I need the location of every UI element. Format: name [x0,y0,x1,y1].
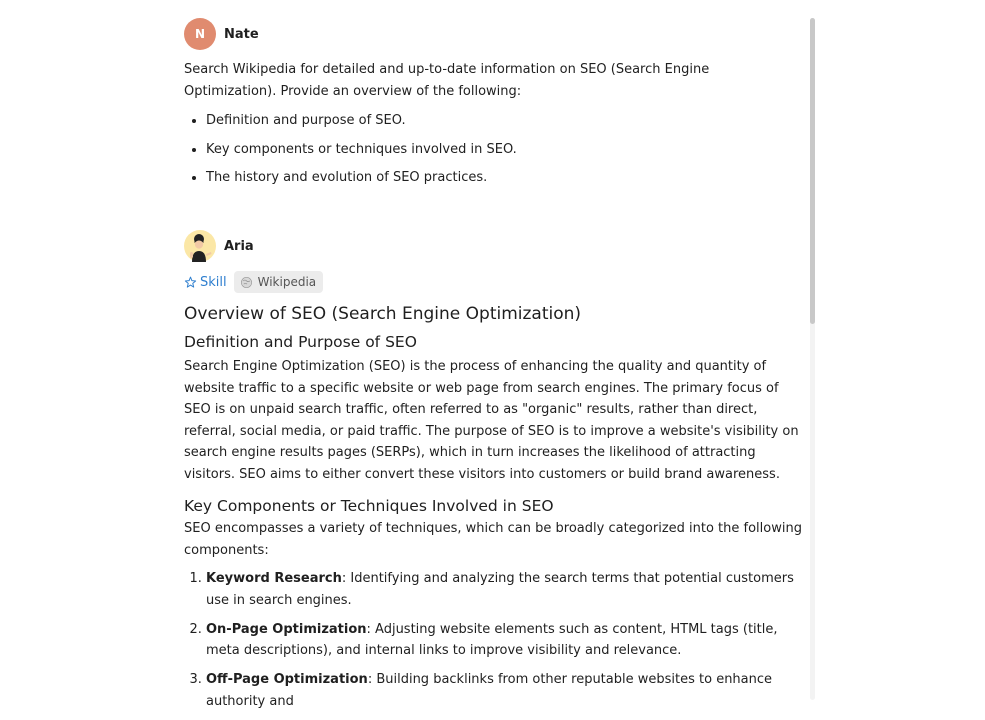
component-term: Keyword Research [206,571,342,586]
component-desc: : Building backlinks from other reputable websites to enhance authority and [206,672,773,709]
component-desc: : Adjusting website elements such as content, HTML tags (title, meta descriptions), and internal links to improve visibility and relevance. [206,621,778,658]
assistant-avatar [184,230,216,262]
components-list [184,568,802,712]
skill-tag[interactable] [184,275,227,290]
response-title: Overview of SEO (Search Engine Optimization) [184,304,582,324]
section-heading-components: Key Components or Techniques Involved in SEO [184,497,554,515]
assistant-message [184,230,802,720]
components-intro: SEO encompasses a variety of techniques, which can be broadly categorized into the following components: [184,521,802,558]
user-avatar [184,18,216,50]
list-item [206,619,802,662]
user-message-header [184,18,802,50]
assistant-sender-name: Aria [224,238,254,254]
list-item: • The history and evolution of SEO practices. [206,167,802,189]
component-term: Off-Page Optimization [206,672,368,687]
user-avatar-initial: N [194,27,206,41]
wikipedia-icon [240,276,253,289]
wikipedia-chip-label: Wikipedia [257,275,317,289]
list-item: • Key components or techniques involved in SEO. [206,139,802,161]
definition-paragraph: Search Engine Optimization (SEO) is the process of enhancing the quality and quantity of website traffic to a specific website or web page from search engines. The primary focus of SEO is on unpaid search traffic, often referred to as "organic" results, rather than direct, referral, social media, or paid traffic. The purpose of SEO is to improve a website's visibility on search engine results pages (SERPs), which in turn increases the likelihood of attracting visitors. SEO aims to either convert these visitors into customers or build brand awareness. [184,359,799,482]
user-message-text: Search Wikipedia for detailed and up-to-date information on SEO (Search Engine Optimization). Provide an overview of the following: [184,62,710,99]
assistant-message-header [184,230,802,262]
list-item [206,568,802,611]
chat-thread [184,0,802,709]
scrollbar[interactable] [810,18,815,700]
scrollbar-thumb[interactable] [810,18,815,324]
assistant-avatar-illustration [184,230,216,262]
list-item: • Definition and purpose of SEO. [206,110,802,132]
wikipedia-chip[interactable] [234,271,324,293]
list-item [206,669,802,712]
user-message [184,18,802,196]
user-sender-name: Nate [224,26,259,42]
component-term: On-Page Optimization [206,621,367,637]
skill-icon [184,276,197,289]
component-desc: : Identifying and analyzing the search terms that potential customers use in search engines. [206,571,794,608]
tool-tags [184,271,802,293]
section-heading-definition: Definition and Purpose of SEO [184,333,417,351]
skill-label: Skill [200,274,227,290]
user-bullet-list [184,110,802,189]
